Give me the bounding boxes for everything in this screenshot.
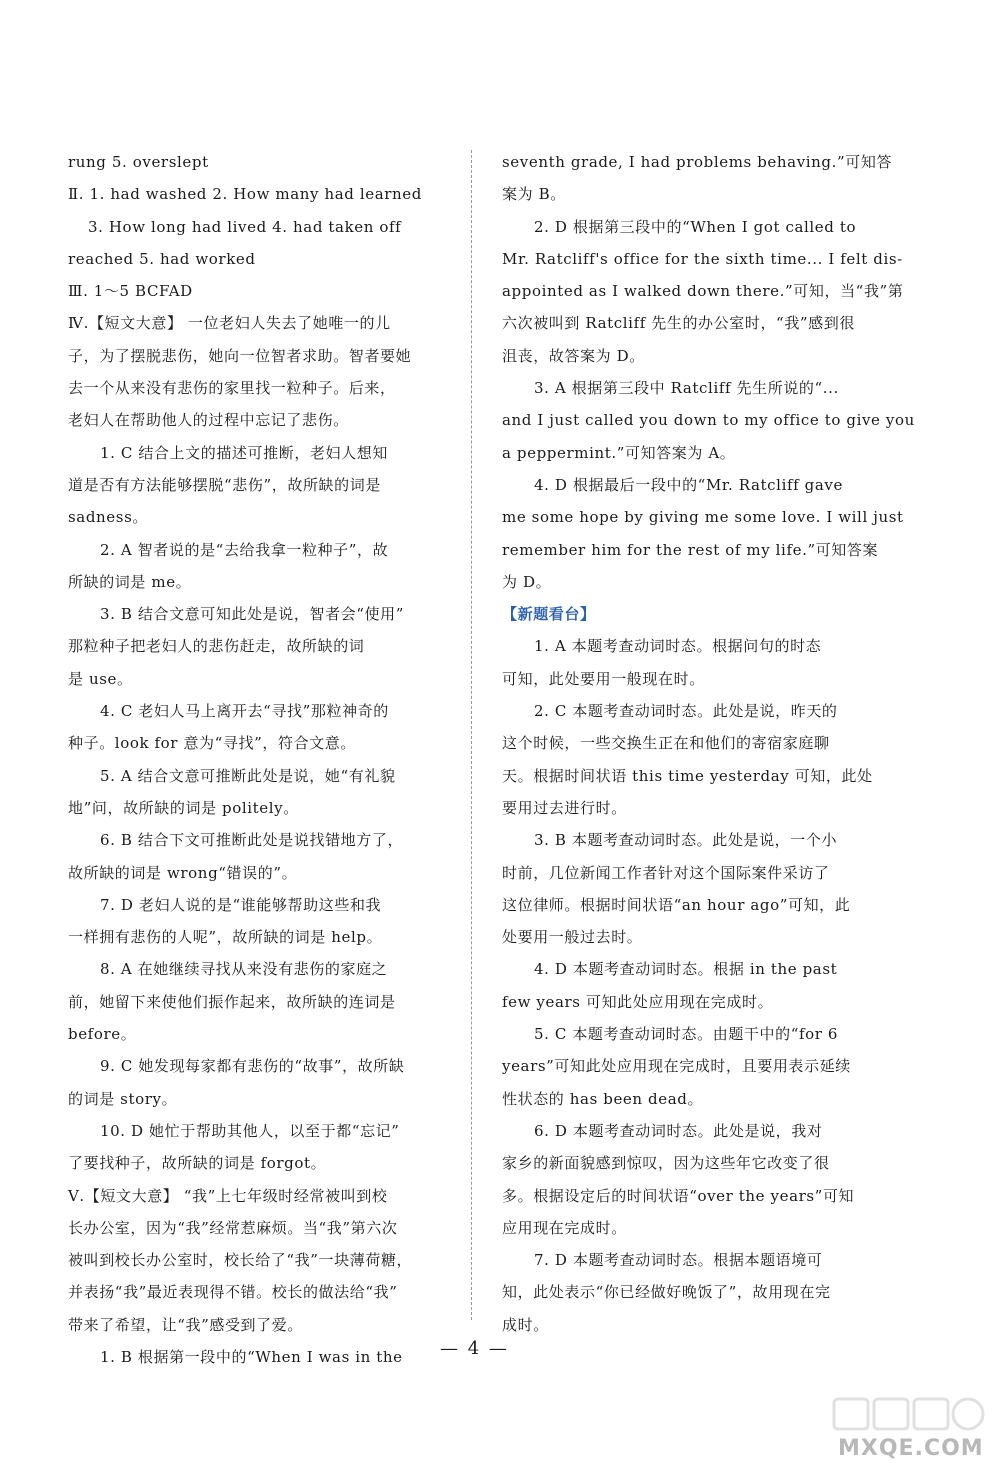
text-line: 去一个从来没有悲伤的家里找一粒种子。后来， — [68, 379, 396, 398]
text-line: 可知，此处要用一般现在时。 — [502, 669, 705, 688]
text-line: 长办公室，因为“我”经常惹麻烦。当“我”第六次 — [68, 1218, 398, 1237]
text-line: 3. How long had lived 4. had taken off — [88, 217, 402, 236]
text-line: 成时。 — [502, 1315, 549, 1334]
text-line: 性状态的 has been dead。 — [502, 1089, 704, 1108]
page-number: — 4 — — [440, 1338, 509, 1359]
text-line: 应用现在完成时。 — [502, 1218, 627, 1237]
text-line: 老妇人在帮助他人的过程中忘记了悲伤。 — [68, 411, 349, 430]
answer-line: 2. C 本题考查动词时态。此处是说，昨天的 — [534, 702, 838, 721]
text-line: seventh grade, I had problems behaving.”可知答 — [502, 153, 893, 171]
right-column — [502, 146, 915, 1341]
text-line: 前，她留下来使他们振作起来，故所缺的连词是 — [68, 992, 396, 1011]
answer-line: 6. B 结合下文可推断此处是说找错地方了， — [100, 831, 404, 850]
text-line: 带来了希望，让“我”感受到了爱。 — [68, 1315, 303, 1334]
answer-line: 7. D 老妇人说的是“谁能够帮助这些和我 — [100, 895, 382, 914]
text-line: 被叫到校长办公室时，校长给了“我”一块薄荷糖， — [68, 1251, 413, 1270]
text-line: 处要用一般过去时。 — [502, 928, 643, 947]
text-line: 地”问，故所缺的词是 politely。 — [68, 798, 299, 817]
text-line: 一样拥有悲伤的人呢”，故所缺的词是 help。 — [68, 928, 383, 947]
text-line: rung 5. overslept — [68, 153, 209, 171]
text-line: appointed as I walked down there.”可知，当“我”第 — [502, 282, 904, 301]
text-line: me some hope by giving me some love. I will just — [502, 508, 904, 527]
answer-line: 3. B 本题考查动词时态。此处是说，一个小 — [534, 831, 838, 850]
text-line: before。 — [68, 1025, 137, 1044]
text-line: a peppermint.”可知答案为 A。 — [502, 443, 736, 462]
text-line: few years 可知此处应用现在完成时。 — [502, 992, 774, 1011]
text-line: 知，此处表示“你已经做好晚饭了”，故用现在完 — [502, 1283, 831, 1302]
text-line: 六次被叫到 Ratcliff 先生的办公室时，“我”感到很 — [502, 314, 855, 333]
text-line: sadness。 — [68, 508, 148, 527]
answer-line: 7. D 本题考查动词时态。根据本题语境可 — [534, 1251, 823, 1270]
text-line: 并表扬“我”最近表现得不错。校长的做法给“我” — [68, 1283, 398, 1302]
text-line: 家乡的新面貌感到惊叹，因为这些年它改变了很 — [502, 1154, 830, 1173]
answer-line: 1. C 结合上文的描述可推断，老妇人想知 — [100, 443, 388, 462]
text-line: 那粒种子把老妇人的悲伤赶走，故所缺的词 — [68, 637, 365, 656]
left-column — [68, 146, 488, 1373]
answer-line: 1. A 本题考查动词时态。根据问句的时态 — [534, 637, 822, 656]
answer-line: 8. A 在她继续寻找从来没有悲伤的家庭之 — [100, 960, 388, 979]
answer-line: 3. A 根据第三段中 Ratcliff 先生所说的“... — [534, 379, 839, 398]
answer-line: 4. C 老妇人马上离开去“寻找”那粒神奇的 — [100, 702, 389, 721]
text-line: 是 use。 — [68, 669, 133, 688]
text-line: 种子。look for 意为“寻找”，符合文意。 — [68, 734, 356, 753]
text-line: 为 D。 — [502, 572, 552, 591]
answer-line: 2. D 根据第三段中的“When I got called to — [534, 217, 857, 236]
section-heading: Ⅴ.【短文大意】 “我”上七年级时经常被叫到校 — [68, 1186, 388, 1205]
text-line: 时前，几位新闻工作者针对这个国际案件采访了 — [502, 863, 830, 882]
text-line: 要用过去进行时。 — [502, 798, 627, 817]
text-line: 故所缺的词是 wrong“错误的”。 — [68, 863, 298, 882]
text-line: Mr. Ratcliff's office for the sixth time... I felt dis- — [502, 249, 903, 268]
section-heading: Ⅳ.【短文大意】 一位老妇人失去了她唯一的儿 — [68, 314, 391, 333]
text-line: remember him for the rest of my life.”可知答案 — [502, 540, 879, 559]
answer-line: 1. B 根据第一段中的“When I was in the — [100, 1347, 403, 1366]
text-line: 道是否有方法能够摆脱“悲伤”，故所缺的词是 — [68, 475, 381, 494]
text-line: and I just called you down to my office to give you — [502, 411, 915, 430]
text-line: 了要找种子，故所缺的词是 forgot。 — [68, 1154, 327, 1173]
answer-line: 10. D 她忙于帮助其他人，以至于都“忘记” — [100, 1121, 400, 1140]
text-line: Ⅲ. 1～5 BCFAD — [68, 282, 193, 301]
answer-line: 6. D 本题考查动词时态。此处是说，我对 — [534, 1121, 823, 1140]
answer-line: 9. C 她发现每家都有悲伤的“故事”，故所缺 — [100, 1057, 405, 1076]
text-line: 案为 B。 — [502, 185, 566, 204]
answer-line: 4. D 本题考查动词时态。根据 in the past — [534, 960, 838, 979]
text-line: 所缺的词是 me。 — [68, 572, 192, 591]
answer-line: 3. B 结合文意可知此处是说，智者会“使用” — [100, 605, 405, 624]
answer-line: 5. C 本题考查动词时态。由题干中的“for 6 — [534, 1025, 839, 1044]
column-divider — [471, 150, 472, 1320]
text-line: 多。根据设定后的时间状语“over the years”可知 — [502, 1186, 855, 1205]
text-line: 这位律师。根据时间状语“an hour ago”可知，此 — [502, 895, 851, 914]
text-line: 天。根据时间状语 this time yesterday 可知，此处 — [502, 766, 873, 785]
text-line: Ⅱ. 1. had washed 2. How many had learned — [68, 185, 422, 204]
text-line: 沮丧，故答案为 D。 — [502, 346, 645, 365]
text-line: years”可知此处应用现在完成时，且要用表示延续 — [502, 1057, 851, 1076]
section-heading-new-questions: 【新题看台】 — [502, 605, 596, 624]
answer-line: 5. A 结合文意可推断此处是说，她“有礼貌 — [100, 766, 396, 785]
text-line: 的词是 story。 — [68, 1089, 178, 1108]
answer-line: 4. D 根据最后一段中的“Mr. Ratcliff gave — [534, 475, 843, 494]
text-line: 子，为了摆脱悲伤，她向一位智者求助。智者要她 — [68, 346, 412, 365]
text-line: reached 5. had worked — [68, 249, 256, 268]
text-line: 这个时候，一些交换生正在和他们的寄宿家庭聊 — [502, 734, 830, 753]
watermark-text: MXQE.COM — [838, 1436, 984, 1461]
answer-line: 2. A 智者说的是“去给我拿一粒种子”，故 — [100, 540, 389, 559]
